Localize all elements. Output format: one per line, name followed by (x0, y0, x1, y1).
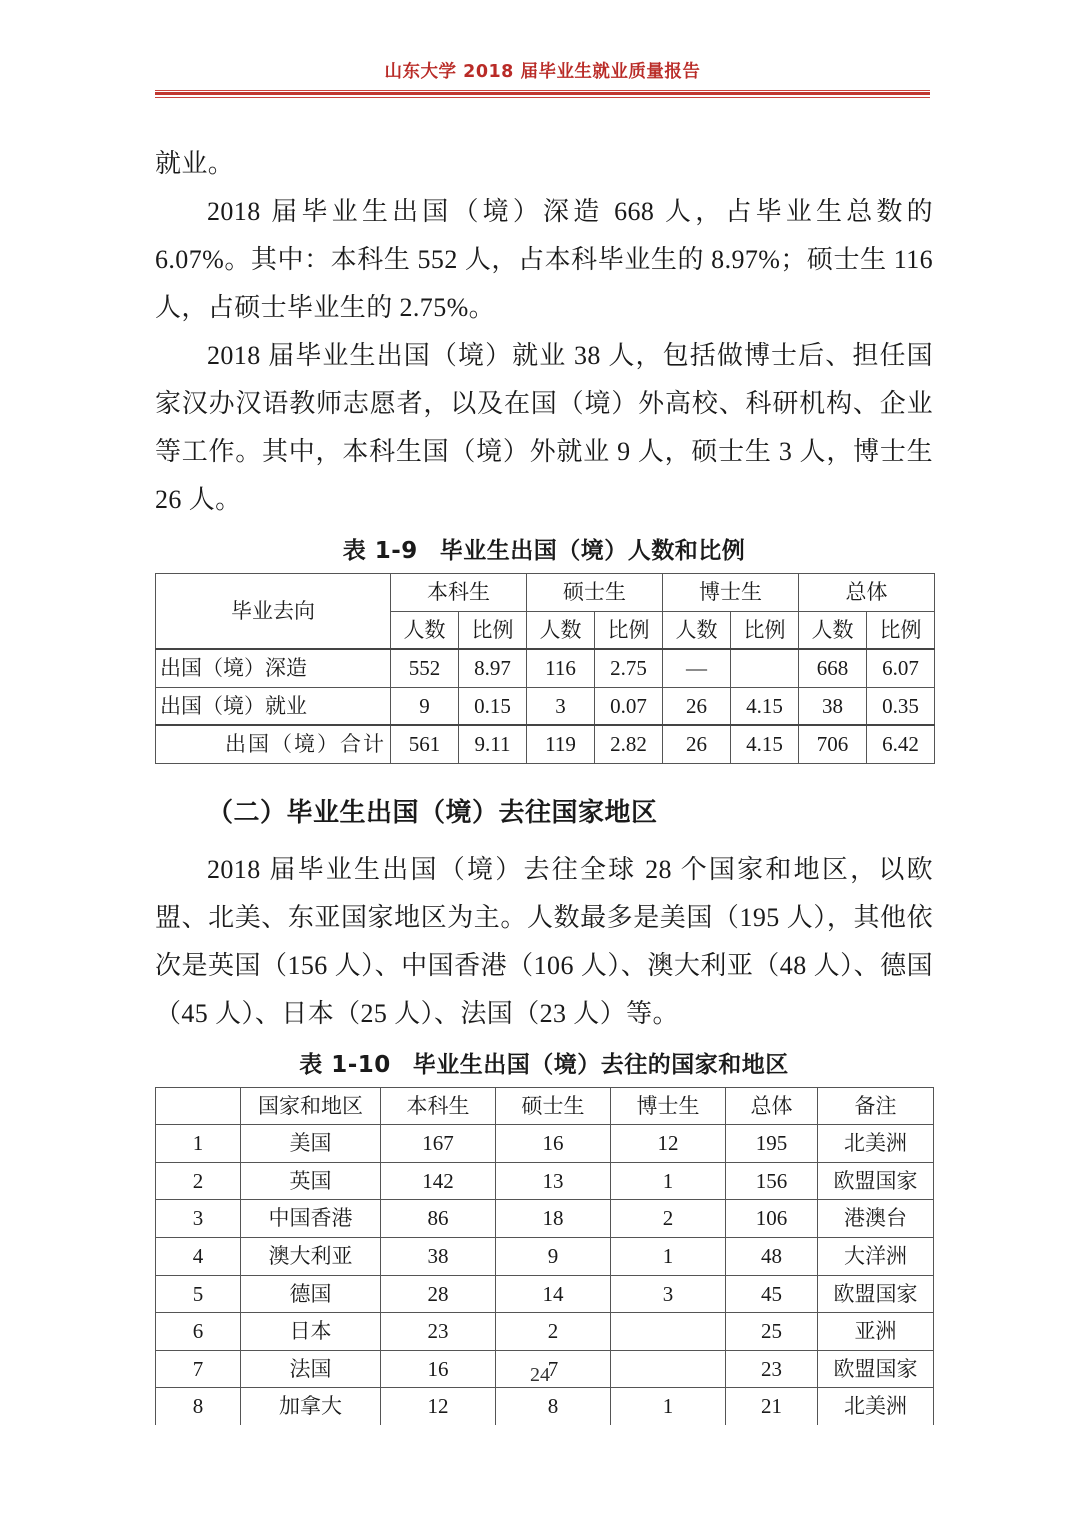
table-1-10-header-country: 国家和地区 (241, 1087, 381, 1125)
table-1-10-row6-bachelor: 16 (381, 1350, 496, 1388)
table-1-9-sub-master-count: 人数 (527, 611, 595, 649)
table-1-10-row3-index: 4 (156, 1238, 241, 1276)
table-1-10-row7-index: 8 (156, 1388, 241, 1425)
table-1-9-row1-cell3: 0.07 (595, 687, 663, 725)
section-heading-destinations: （二）毕业生出国（境）去往国家地区 (207, 797, 658, 828)
table-1-10-row7-master: 8 (496, 1388, 611, 1425)
table-1-10-header-master: 硕士生 (496, 1087, 611, 1125)
table-1-10-row0-country: 美国 (241, 1125, 381, 1163)
table-1-10-row4-doctor: 3 (611, 1275, 726, 1313)
table-1-9-row0-cell0: 552 (391, 649, 459, 687)
table-1-10-row3-master: 9 (496, 1238, 611, 1276)
table-1-10-header-note: 备注 (818, 1087, 934, 1125)
table-1-10-row0-doctor: 12 (611, 1125, 726, 1163)
table-1-10-row6-master: 7 (496, 1350, 611, 1388)
table-1-10-row3-bachelor: 38 (381, 1238, 496, 1276)
table-1-9-row1-cell1: 0.15 (459, 687, 527, 725)
table-1-10-row1-total: 156 (726, 1162, 818, 1200)
table-1-9-sub-bachelor-count: 人数 (391, 611, 459, 649)
table-1-9-row0-cell5 (731, 649, 799, 687)
table-1-10-row3-note: 大洋洲 (818, 1238, 934, 1276)
paragraph-continuation: 就业。 (155, 149, 235, 178)
table-row (156, 1200, 934, 1238)
table-1-9-row0-cell7: 6.07 (867, 649, 935, 687)
table-1-10-row5-total: 25 (726, 1313, 818, 1351)
table-1-10-row7-total: 21 (726, 1388, 818, 1425)
table-row (156, 1238, 934, 1276)
table-1-9-total-cell2: 119 (527, 725, 595, 763)
table-1-9-row0-label: 出国（境）深造 (156, 649, 391, 687)
table-1-10-row4-index: 5 (156, 1275, 241, 1313)
table-1-9-group-bachelor: 本科生 (391, 574, 527, 612)
table-1-10-row1-master: 13 (496, 1162, 611, 1200)
table-1-10-row3-country: 澳大利亚 (241, 1238, 381, 1276)
table-1-10-row1-bachelor: 142 (381, 1162, 496, 1200)
table-1-10-row7-country: 加拿大 (241, 1388, 381, 1425)
table-1-10-row5-index: 6 (156, 1313, 241, 1351)
table-1-9-total-cell5: 4.15 (731, 725, 799, 763)
table-1-9-total-cell0: 561 (391, 725, 459, 763)
table-row (156, 1388, 934, 1425)
table-1-9-header-row-groups (156, 574, 935, 612)
table-1-9-caption (155, 536, 933, 567)
table-1-10-row5-doctor (611, 1313, 726, 1351)
table-1-10-row3-total: 48 (726, 1238, 818, 1276)
paragraph-overseas-employment: 2018 届毕业生出国（境）就业 38 人，包括做博士后、担任国家汉办汉语教师志愿者，以及在国（境）外高校、科研机构、企业等工作。其中，本科生国（境）外就业 9 人，硕士生 3 人，博士生 26 人。 (155, 341, 933, 514)
table-1-10-row2-master: 18 (496, 1200, 611, 1238)
table-1-10-row1-doctor: 1 (611, 1162, 726, 1200)
table-1-9 (155, 573, 935, 764)
table-1-9-row1-cell5: 4.15 (731, 687, 799, 725)
table-1-10-row1-note: 欧盟国家 (818, 1162, 934, 1200)
table-1-9-group-overall: 总体 (799, 574, 935, 612)
table-1-9-sub-doctor-count: 人数 (663, 611, 731, 649)
table-1-9-total-cell3: 2.82 (595, 725, 663, 763)
table-1-9-total-cell1: 9.11 (459, 725, 527, 763)
table-1-9-sub-master-ratio: 比例 (595, 611, 663, 649)
table-1-9-row0-cell2: 116 (527, 649, 595, 687)
table-1-9-total-cell4: 26 (663, 725, 731, 763)
table-1-10-header-row (156, 1087, 934, 1125)
table-1-9-sub-bachelor-ratio: 比例 (459, 611, 527, 649)
table-1-10-caption-title: 毕业生出国（境）去往的国家和地区 (412, 1051, 789, 1078)
table-1-10-header-bachelor: 本科生 (381, 1087, 496, 1125)
table-1-10-row2-total: 106 (726, 1200, 818, 1238)
header-divider-rule (155, 90, 930, 98)
table-1-9-row0-cell6: 668 (799, 649, 867, 687)
table-1-10-row4-master: 14 (496, 1275, 611, 1313)
table-1-10-row5-note: 亚洲 (818, 1313, 934, 1351)
table-1-9-row1-cell4: 26 (663, 687, 731, 725)
table-1-10-caption-label: 表 1-10 (299, 1051, 391, 1078)
table-1-10-row4-total: 45 (726, 1275, 818, 1313)
table-1-10-row4-country: 德国 (241, 1275, 381, 1313)
table-1-10-row6-index: 7 (156, 1350, 241, 1388)
table-1-10-row4-bachelor: 28 (381, 1275, 496, 1313)
table-1-9-row0-cell3: 2.75 (595, 649, 663, 687)
table-row (156, 1125, 934, 1163)
table-1-10-header-total: 总体 (726, 1087, 818, 1125)
table-1-10-row0-index: 1 (156, 1125, 241, 1163)
table-1-10-row1-country: 英国 (241, 1162, 381, 1200)
table-1-9-row1-cell7: 0.35 (867, 687, 935, 725)
table-1-9-header-direction: 毕业去向 (156, 574, 391, 650)
table-1-9-row0-cell4: — (663, 649, 731, 687)
running-header (155, 62, 930, 98)
table-1-10-row2-doctor: 2 (611, 1200, 726, 1238)
report-title: 山东大学 2018 届毕业生就业质量报告 (384, 62, 701, 82)
table-1-9-row1-cell6: 38 (799, 687, 867, 725)
table-1-10-row7-note: 北美洲 (818, 1388, 934, 1425)
table-1-10-row3-doctor: 1 (611, 1238, 726, 1276)
table-1-9-row1-cell2: 3 (527, 687, 595, 725)
table-1-10-row2-country: 中国香港 (241, 1200, 381, 1238)
table-1-10-row0-total: 195 (726, 1125, 818, 1163)
table-1-9-total-cell6: 706 (799, 725, 867, 763)
table-1-10-row7-bachelor: 12 (381, 1388, 496, 1425)
table-1-9-total-cell7: 6.42 (867, 725, 935, 763)
table-1-10-row5-bachelor: 23 (381, 1313, 496, 1351)
table-1-10-row2-bachelor: 86 (381, 1200, 496, 1238)
table-1-10-row2-note: 港澳台 (818, 1200, 934, 1238)
table-row (156, 1313, 934, 1351)
table-1-10-row6-total: 23 (726, 1350, 818, 1388)
table-1-10-row4-note: 欧盟国家 (818, 1275, 934, 1313)
table-1-10-row0-master: 16 (496, 1125, 611, 1163)
table-1-10-row6-country: 法国 (241, 1350, 381, 1388)
table-1-9-row0-cell1: 8.97 (459, 649, 527, 687)
table-1-9-row1-cell0: 9 (391, 687, 459, 725)
paragraph-destinations: 2018 届毕业生出国（境）去往全球 28 个国家和地区，以欧盟、北美、东亚国家地区为主。人数最多是美国（195 人），其他依次是英国（156 人）、中国香港（106 人）、澳大利亚（48 人）、德国（45 人）、日本（25 人）、法国（23 人）等。 (155, 854, 933, 1028)
table-1-9-group-master: 硕士生 (527, 574, 663, 612)
table-1-9-sub-overall-count: 人数 (799, 611, 867, 649)
table-1-9-sub-overall-ratio: 比例 (867, 611, 935, 649)
table-row (156, 1162, 934, 1200)
table-1-10-header-doctor: 博士生 (611, 1087, 726, 1125)
page-number: 24 (530, 1364, 550, 1386)
table-1-9-total-label: 出国（境）合计 (156, 725, 391, 763)
table-1-10-row0-note: 北美洲 (818, 1125, 934, 1163)
table-1-9-caption-title: 毕业生出国（境）人数和比例 (439, 538, 746, 564)
table-1-9-caption-label: 表 1-9 (342, 538, 418, 564)
table-row (156, 687, 935, 725)
table-1-10-row7-doctor: 1 (611, 1388, 726, 1425)
table-1-10-row5-country: 日本 (241, 1313, 381, 1351)
table-1-9-sub-doctor-ratio: 比例 (731, 611, 799, 649)
paragraph-overseas-study: 2018 届毕业生出国（境）深造 668 人，占毕业生总数的 6.07%。其中：本科生 552 人，占本科毕业生的 8.97%；硕士生 116 人，占硕士毕业生的 2.75%。 (155, 197, 933, 322)
table-1-10-row0-bachelor: 167 (381, 1125, 496, 1163)
table-1-9-group-doctor: 博士生 (663, 574, 799, 612)
table-1-10-row1-index: 2 (156, 1162, 241, 1200)
table-1-10-caption (155, 1050, 933, 1081)
table-1-10-row5-master: 2 (496, 1313, 611, 1351)
table-1-9-row1-label: 出国（境）就业 (156, 687, 391, 725)
page-content (155, 140, 933, 1425)
table-1-10-row6-note: 欧盟国家 (818, 1350, 934, 1388)
table-row (156, 1275, 934, 1313)
table-1-10-header-index (156, 1087, 241, 1125)
table-1-9-total-row (156, 725, 935, 763)
table-1-10-row2-index: 3 (156, 1200, 241, 1238)
table-row (156, 649, 935, 687)
